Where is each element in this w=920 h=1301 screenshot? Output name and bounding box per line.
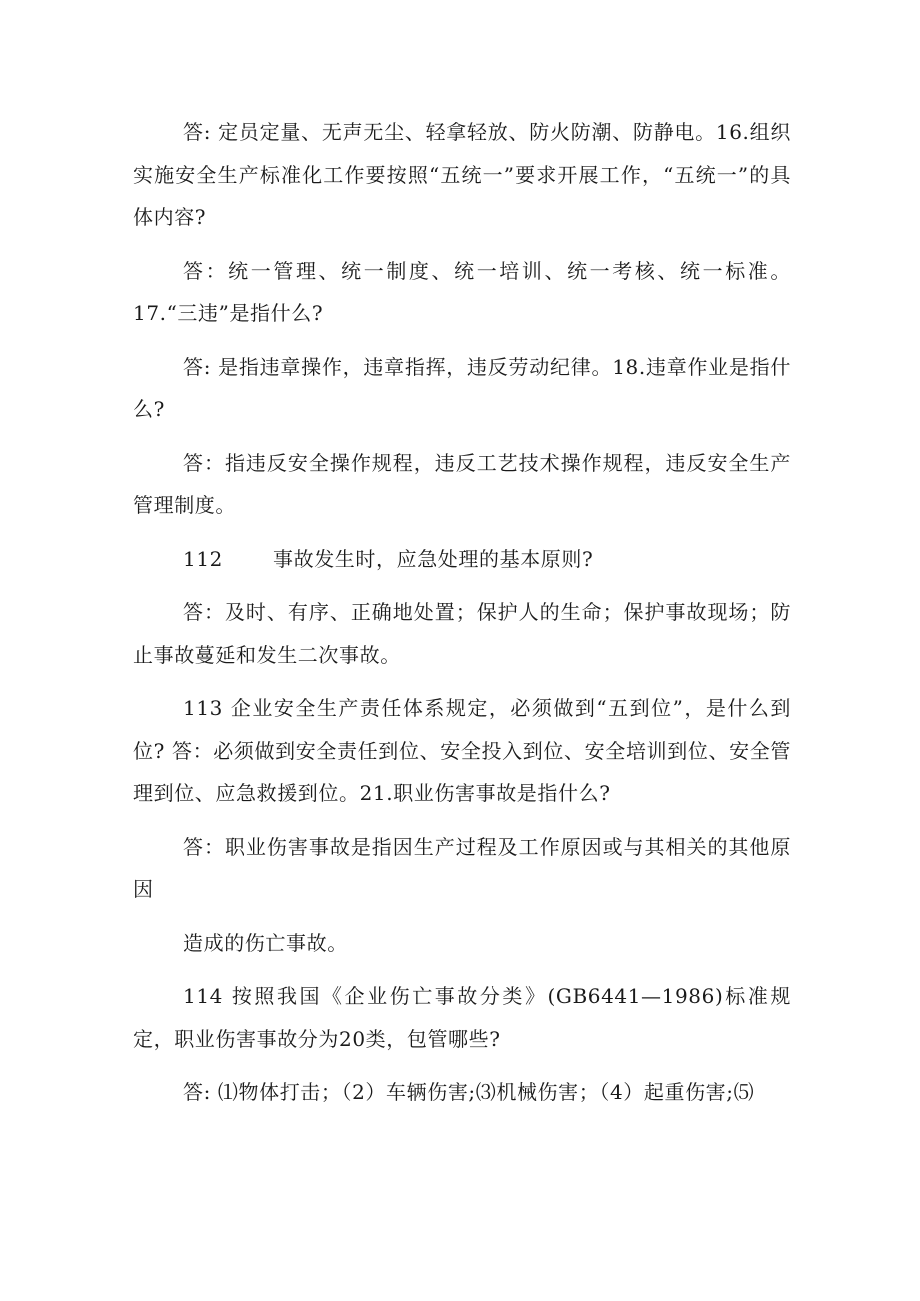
paragraph-question-113: 113 企业安全生产责任体系规定，必须做到“五到位”，是什么到位? 答：必须做到安全责任到位、安全投入到位、安全培训到位、安全管理到位、应急救援到位。21.职业伤害事故是指什么? [133, 696, 791, 805]
question-text: 事故发生时，应急处理的基本原则? [273, 546, 594, 571]
paragraph-question-114: 114 按照我国《企业伤亡事故分类》(GB6441—1986)标准规定，职业伤害事故分为20类，包管哪些? [133, 984, 791, 1051]
paragraph-answer-16: 答：统一管理、统一制度、统一培训、统一考核、统一标准。17.“三违”是指什么? [133, 258, 791, 325]
question-number: 112 [183, 546, 223, 571]
document-body [133, 111, 791, 1125]
paragraph-answer-114: 答: ⑴物体打击；（2）车辆伤害;⑶机械伤害；（4）起重伤害;⑸ [183, 1080, 755, 1104]
paragraph-answer-17: 答: 是指违章操作，违章指挥，违反劳动纪律。18.违章作业是指什么? [133, 354, 791, 421]
paragraph-answer-15: 答: 定员定量、无声无尘、轻拿轻放、防火防潮、防静电。16.组织实施安全生产标准化工作要按照“五统一”要求开展工作，“五统一”的具体内容? [133, 120, 791, 229]
paragraph-answer-21-continued: 造成的伤亡事故。 [183, 930, 348, 955]
question-112 [133, 538, 791, 581]
paragraph-answer-18: 答：指违反安全操作规程，违反工艺技术操作规程，违反安全生产管理制度。 [133, 450, 791, 517]
paragraph-answer-112: 答：及时、有序、正确地处置；保护人的生命；保护事故现场；防止事故蔓延和发生二次事故。 [133, 600, 791, 667]
paragraph-answer-21: 答：职业伤害事故是指因生产过程及工作原因或与其相关的其他原因 [133, 834, 791, 901]
